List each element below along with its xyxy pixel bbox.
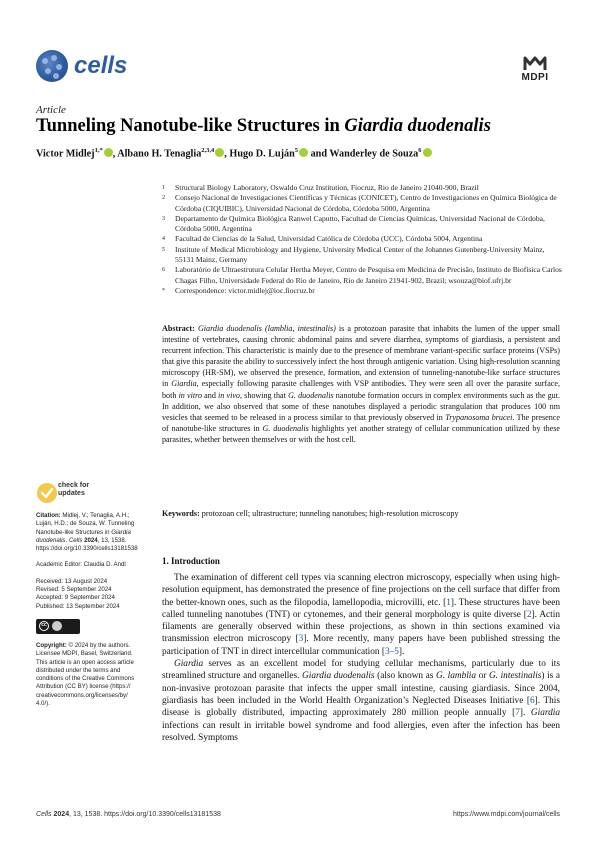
author-name[interactable]: Albano H. Tenaglia	[117, 148, 202, 160]
journal-url[interactable]: https://www.mdpi.com/journal/cells	[453, 811, 560, 818]
affiliation-item: 5 Institute of Medical Microbiology and Hygiene, University Medical Center of the Johannes Gutenberg-University Mainz, 55131 Mainz, Germany	[162, 244, 545, 265]
reference-link[interactable]: 1	[446, 597, 451, 608]
check-for-updates-icon[interactable]	[36, 482, 58, 504]
affiliations	[162, 183, 562, 296]
orcid-icon[interactable]	[423, 148, 432, 157]
check-for-updates-label[interactable]: check for updates	[58, 482, 90, 497]
paragraph: The examination of different cell types via scanning electron microscopy, especially when using high-resolution equipment, has demonstrated the presence of fine projections on the cell surface that differ from the better-known ones, such as the filopodia, lamellopodia, microvilli, etc. [1]. These structures have been called tunneling nanotubes (TNT) or cytonemes, and their general morphology is quite diverse [2]. Actin filaments are generally observed within these projections, as shown in thin sections examined via transmission electron microscopy [3]. More recently, many papers have been published stressing the participation of TNT in direct intercellular communication [3–5].	[162, 573, 560, 657]
citation: Citation: Midlej, V.; Tenaglia, A.H.; Luján, H.D.; de Souza, W. Tunneling Nanotube-like Structures in Giardia duodenalis. Cells 2024, 13, 1538. https://doi.org/10.3390/cells13181538	[36, 512, 138, 553]
abstract: Abstract: Giardia duodenalis (lamblia, intestinalis) is a protozoan parasite that inhabits the lumen of the upper small intestine of vertebrates, causing chronic abdominal pains and severe diarrhea, symptoms of giardiasis, a persistent and recurrent infection. This characteristic is mainly due to the presence of membrane variant-specific surface proteins (VSPs) that give this parasite the ability to successively infect the host through antigenic variation. Using high-resolution scanning microscopy (HR-SM), we observed the presence, formation, and extension of tunneling-nanotube-like surface structures in Giardia, especially following parasite challenges with VSP antibodies. They were seen all over the parasite surface, both in vitro and in vivo, showing that G. duodenalis nanotube formation occurs in complex environments such as the gut. In addition, we also observed that some of these nanotubes displayed a periodic strangulation that produces 100 nm vesicles that seemed to be released in a process similar to that previously observed in Trypanosoma brucei. The presence of nanotube-like structures in G. duodenalis highlights yet another strategy of cellular communication utilized by these parasites, whether between themselves or with the host cell.	[162, 324, 561, 444]
article-info-sidebar	[36, 512, 140, 716]
affiliation-item: 2 Consejo Nacional de Investigaciones Científicas y Técnicas (CONICET), Centro de Investigaciones en Química Biológica de Córdoba (CIQUIBIC), Universidad Nacional de Córdoba, Córdoba 5000, Argentina	[162, 193, 557, 213]
orcid-icon[interactable]	[215, 148, 224, 157]
affiliation-item: 3 Departamento de Química Biológica Ranwel Caputto, Facultad de Ciencias Químicas, Universidad Nacional de Córdoba, Córdoba 5000, Argentina	[162, 213, 545, 234]
article-type: Article	[36, 104, 66, 116]
revised-date: Revised: 5 September 2024	[36, 586, 112, 594]
affiliation-item: 6 Laboratório de Ultraestrutura Celular Hertha Meyer, Centro de Pesquisa em Medicina de Precisão, Instituto de Biofísica Carlos Chagas Filho, Universidade Federal do Rio de Janeiro, Rio de Janeiro 21941-902, Brazil; wsouza@biof.ufrj.br	[162, 265, 562, 285]
author-list: Victor Midlej$^{1,*}$ , Albano H. Tenaglia$^{2,3,4}$ , Hugo D. Luján$^5$ and Wanderley de Souza$^6$	[36, 147, 432, 159]
paragraph: Giardia serves as an excellent model for studying cellular mechanisms, particularly due to its streamlined structure and organelles. Giardia duodenalis (also known as G. lamblia or G. intestinalis) is a non-invasive protozoan parasite that infects the upper small intestine, causing giardiasis. Since 2004, giardiasis has been included in the World Health Organization’s Neglected Diseases Initiative [6]. This disease is globally distributed, impacting approximately 280 million people annually [7]. Giardia infections can result in irritable bowel syndrome and food allergies, even after the infection has been resolved. Symptoms	[162, 659, 561, 743]
author-name[interactable]: Hugo D. Luján	[229, 148, 295, 160]
publisher-name: MDPI	[521, 72, 549, 83]
orcid-icon[interactable]	[104, 148, 113, 157]
reference-link[interactable]: 2	[526, 609, 532, 620]
received-date: Received: 13 August 2024	[36, 577, 108, 585]
copyright: Copyright: © 2024 by the authors. Licensee MDPI, Basel, Switzerland. This article is an open access article distributed under the terms and conditions of the Creative Commons Attribution (CC BY) license (https:// creativecommons.org/licenses/by/ 4.0/).	[36, 641, 135, 708]
reference-link[interactable]: 7	[515, 708, 520, 719]
reference-link[interactable]: 6	[530, 695, 535, 706]
section-heading: 1. Introduction	[162, 556, 220, 566]
author-name[interactable]: Victor Midlej	[36, 148, 95, 160]
journal-name[interactable]: cells	[74, 52, 128, 79]
footer-citation: Cells 2024, 13, 1538. https://doi.org/10.3390/cells13181538	[36, 811, 221, 818]
affiliation-item: 1 Structural Biology Laboratory, Oswaldo Cruz Institution, Fiocruz, Rio de Janeiro 21040-900, Brazil	[162, 183, 479, 192]
keywords: Keywords: protozoan cell; ultrastructure; tunneling nanotubes; high-resolution microscopy	[162, 509, 459, 518]
reference-link[interactable]: 3–5	[384, 646, 399, 657]
accepted-date: Accepted: 9 September 2024	[36, 594, 115, 602]
reference-link[interactable]: 3	[298, 634, 304, 645]
journal-logo-icon	[36, 50, 68, 82]
academic-editor: Academic Editor: Claudia D. Andl	[36, 561, 126, 569]
published-date: Published: 13 September 2024	[36, 602, 120, 610]
author-name[interactable]: Wanderley de Souza	[329, 148, 419, 160]
orcid-icon[interactable]	[299, 148, 308, 157]
affiliation-item: 4 Facultad de Ciencias de la Salud, Universidad Católica de Córdoba (UCC), Córdoba 5004, Argentina	[162, 234, 483, 244]
body-text	[162, 572, 560, 744]
correspondence: * Correspondence: victor.midlej@ioc.fiocruz.br	[162, 285, 315, 295]
cc-license-icon[interactable]: cc	[36, 619, 80, 634]
article-title: Tunneling Nanotube-like Structures in Giardia duodenalis	[36, 116, 491, 136]
